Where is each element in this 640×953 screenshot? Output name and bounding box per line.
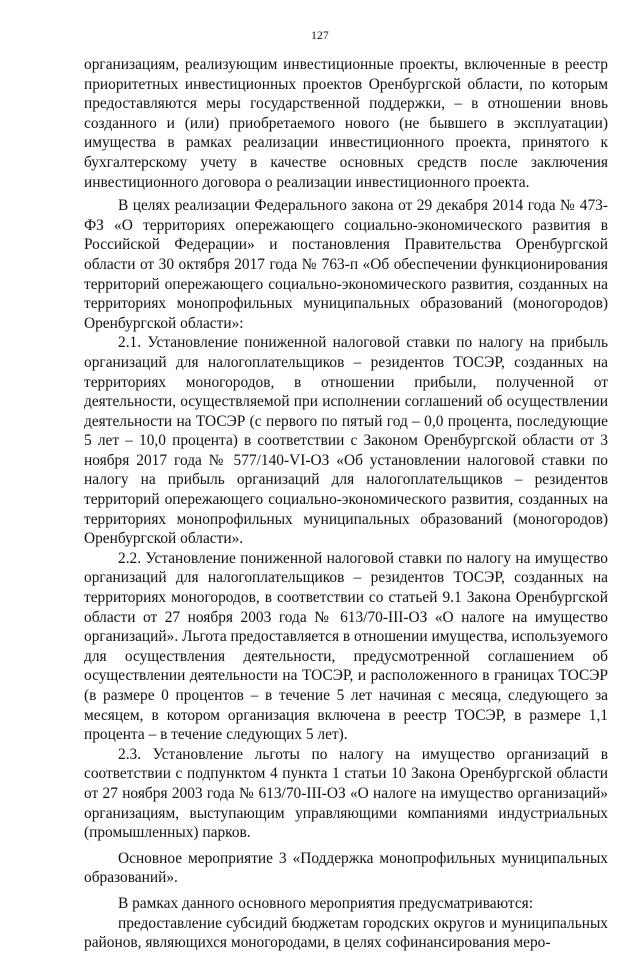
paragraph-federal-law: В целях реализации Федерального закона от 29 декабря 2014 года № 473-ФЗ «О территориях опережающего социально-экономического развития в Российской Федерации» и постановления Правительства Оренбургской области от 30 октября 2017 года № 763-п «Об обеспечении функционирования территорий опережающего социально-экономического развития, созданных на территориях монопрофильных муниципальных образований (моногородов) Оренбургской области»:	[84, 197, 608, 332]
paragraph-within-measure: В рамках данного основного мероприятия предусматриваются:	[118, 894, 534, 912]
paragraph-main-measure-3: Основное мероприятие 3 «Поддержка монопрофильных муниципальных образований».	[84, 849, 608, 887]
page-number: 127	[311, 30, 329, 42]
paragraph-2-3: 2.3. Установление льготы по налогу на имущество организаций в соответствии с подпунктом 4 пункта 1 статьи 10 Закона Оренбургской области от 27 ноября 2003 года № 613/70-III-ОЗ «О налоге на имущество организаций» организациям, выступающим управляющими компаниями индустриальных (промышленных) парков.	[84, 745, 608, 842]
paragraph-continuation: организациям, реализующим инвестиционные проекты, включенные в реестр приоритетных инвестиционных проектов Оренбургской области, по которым предоставляются меры государственной поддержки, – в отношении вновь созданного и (или) приобретаемого нового (не бывшего в эксплуатации) имущества в рамках реализации инвестиционного проекта, принятого к бухгалтерскому учету в качестве основных средств после заключения инвестиционного договора о реализации инвестиционного проекта.	[84, 56, 608, 191]
paragraph-2-2: 2.2. Установление пониженной налоговой ставки по налогу на имущество организаций для налогоплательщиков – резидентов ТОСЭР, созданных на территориях моногородов, в соответствии со статьей 9.1 Закона Оренбургской области от 27 ноября 2003 года № 613/70-III-ОЗ «О налоге на имущество организаций». Льгота предоставляется в отношении имущества, используемого для осуществления деятельности, предусмотренной соглашением об осуществлении деятельности на ТОСЭР, и расположенного в границах ТОСЭР (в размере 0 процентов – в течение 5 лет начиная с месяца, следующего за месяцем, в котором организация включена в реестр ТОСЭР, в размере 1,1 процента – в течение следующих 5 лет).	[84, 549, 608, 744]
document-body	[84, 55, 608, 953]
paragraph-subsidies: предоставление субсидий бюджетам городских округов и муниципальных районов, являющихся моногородами, в целях софинансирования меро-	[84, 914, 608, 952]
paragraph-2-1: 2.1. Установление пониженной налоговой ставки по налогу на прибыль организаций для налогоплательщиков – резидентов ТОСЭР, созданных на территориях моногородов, в отношении прибыли, полученной от деятельности, осуществляемой при исполнении соглашений об осуществлении деятельности на ТОСЭР (с первого по пятый год – 0,0 процента, последующие 5 лет – 10,0 процента) в соответствии с Законом Оренбургской области от 3 ноября 2017 года № 577/140-VI-ОЗ «Об установлении налоговой ставки по налогу на прибыль организаций для налогоплательщиков – резидентов территорий опережающего социально-экономического развития, созданных на территориях монопрофильных муниципальных образований (моногородов) Оренбургской области».	[84, 334, 608, 548]
